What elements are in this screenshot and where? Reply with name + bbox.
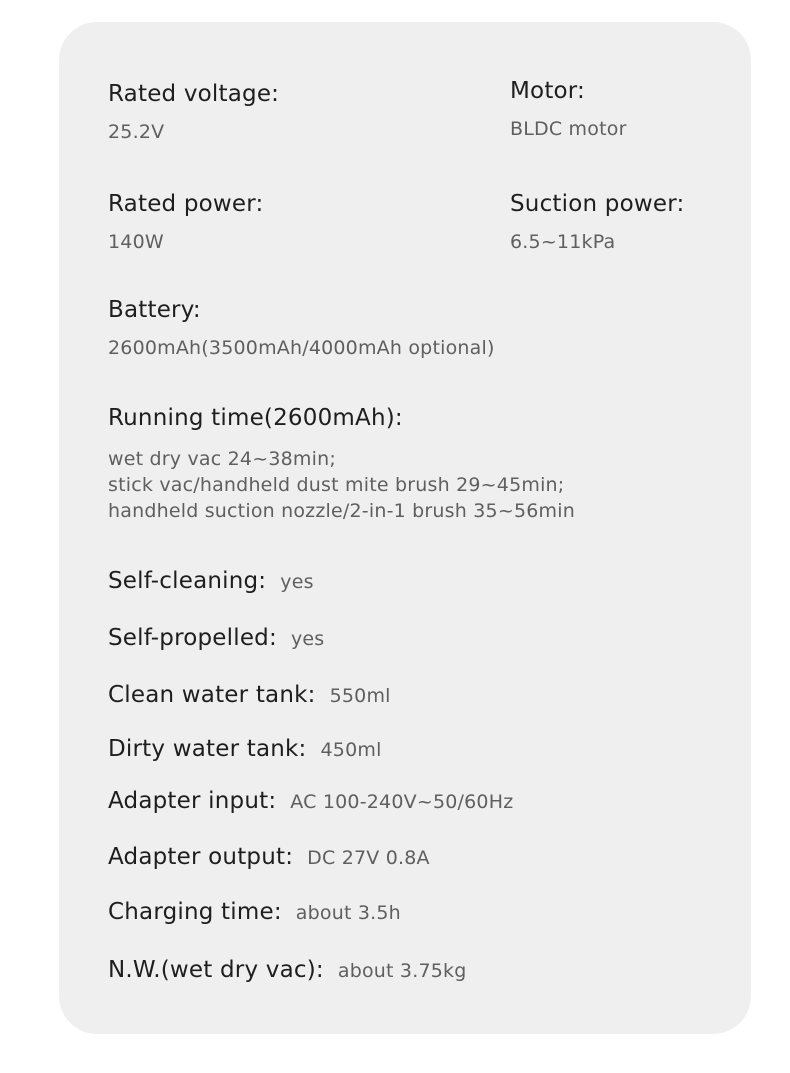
spec-value: AC 100-240V~50/60Hz [290, 791, 514, 813]
spec-label: Rated power: [108, 191, 264, 217]
spec-value: 550ml [329, 685, 391, 707]
spec-label: Self-cleaning: [108, 568, 267, 594]
spec-value: about 3.75kg [337, 960, 467, 982]
running-time-line: wet dry vac 24~38min; [108, 448, 336, 470]
spec-value: 6.5~11kPa [510, 231, 616, 253]
spec-label: Charging time: [108, 899, 282, 925]
spec-charging-time [108, 898, 401, 926]
spec-label: Suction power: [510, 191, 685, 217]
spec-value: yes [290, 628, 325, 650]
spec-adapter-output [108, 843, 430, 871]
spec-motor [510, 77, 627, 141]
spec-dirty-water-tank [108, 735, 382, 763]
spec-value: yes [280, 571, 314, 593]
spec-self-cleaning [108, 567, 314, 595]
spec-adapter-input [108, 787, 513, 815]
spec-battery [108, 296, 495, 360]
spec-clean-water-tank [108, 681, 391, 709]
spec-value-lines [108, 446, 575, 524]
spec-value: about 3.5h [295, 902, 401, 924]
spec-label: N.W.(wet dry vac): [108, 957, 324, 983]
spec-net-weight [108, 956, 467, 984]
spec-value: 2600mAh(3500mAh/4000mAh optional) [108, 337, 495, 359]
spec-label: Motor: [510, 78, 586, 104]
spec-suction-power [510, 190, 684, 254]
spec-label: Dirty water tank: [108, 736, 307, 762]
spec-label: Clean water tank: [108, 682, 316, 708]
spec-label: Adapter output: [108, 844, 294, 870]
spec-value: BLDC motor [510, 118, 627, 140]
spec-label: Running time(2600mAh): [108, 405, 403, 431]
running-time-line: handheld suction nozzle/2-in-1 brush 35~56min [108, 500, 575, 522]
spec-self-propelled [108, 624, 324, 652]
spec-rated-power [108, 190, 263, 254]
spec-value: DC 27V 0.8A [307, 847, 430, 869]
spec-label: Self-propelled: [108, 625, 277, 651]
spec-card [59, 22, 751, 1034]
spec-running-time [108, 404, 575, 524]
spec-label: Adapter input: [108, 788, 277, 814]
spec-value: 25.2V [108, 121, 165, 143]
spec-label: Battery: [108, 297, 201, 323]
spec-rated-voltage [108, 80, 279, 144]
spec-value: 140W [108, 231, 164, 253]
spec-label: Rated voltage: [108, 81, 280, 107]
running-time-line: stick vac/handheld dust mite brush 29~45min; [108, 474, 565, 496]
spec-value: 450ml [320, 739, 382, 761]
